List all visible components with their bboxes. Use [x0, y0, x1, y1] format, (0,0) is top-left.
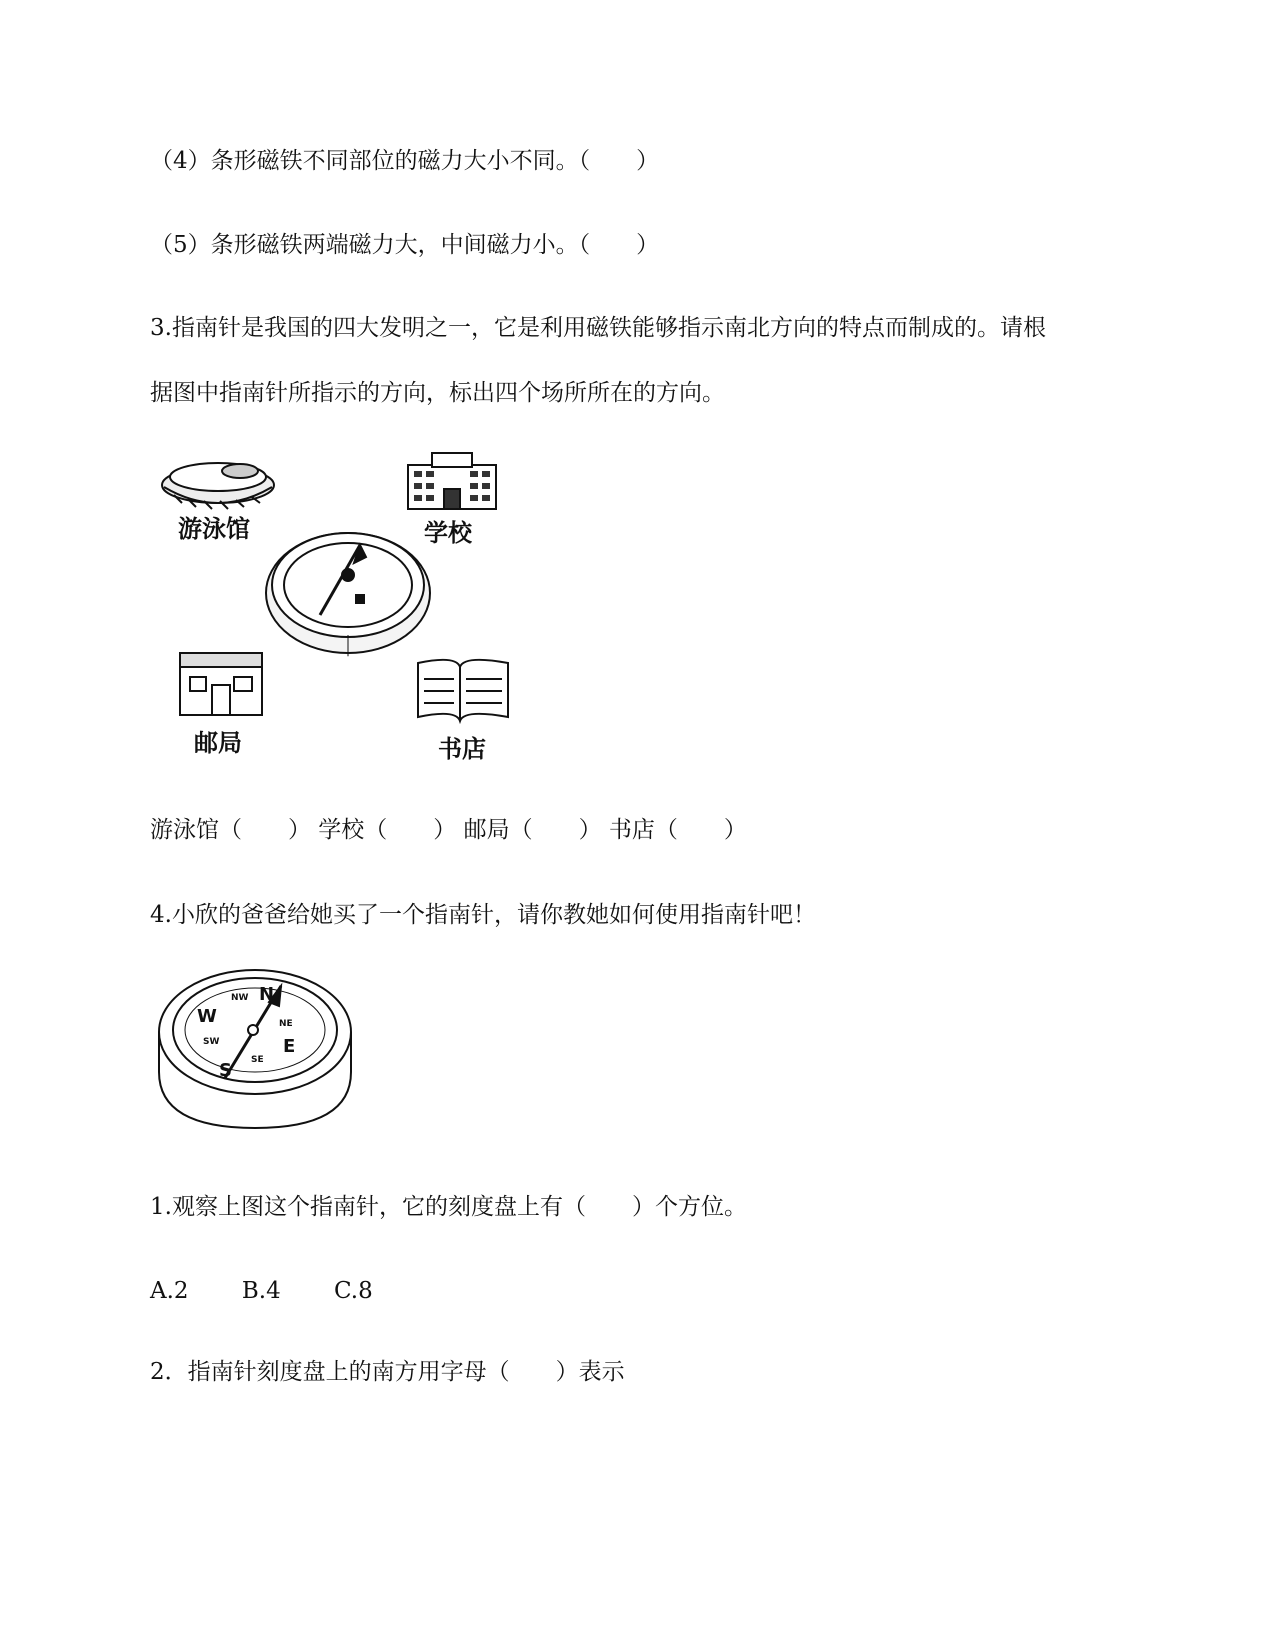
label-bookstore: 书店 — [438, 735, 486, 763]
school-icon — [408, 453, 496, 509]
statement-5: （5）条形磁铁两端磁力大，中间磁力小。（ ） — [150, 232, 660, 258]
compass-icon — [266, 533, 430, 656]
question-4-sub-1: 1.观察上图这个指南针，它的刻度盘上有（ ）个方位。 — [150, 1194, 747, 1220]
label-post-office: 邮局 — [194, 729, 242, 757]
compass-dial-icon — [159, 970, 351, 1128]
compass-letter-ne: NE — [279, 1019, 293, 1029]
compass-letter-se: SE — [251, 1055, 264, 1065]
places-compass-figure — [160, 445, 540, 785]
statement-4: （4）条形磁铁不同部位的磁力大小不同。（ ） — [150, 148, 660, 174]
label-swimming-pool: 游泳馆 — [178, 515, 250, 543]
question-4-prompt: 4.小欣的爸爸给她买了一个指南针，请你教她如何使用指南针吧！ — [150, 902, 816, 928]
question-4-options: A.2 B.4 C.8 — [150, 1278, 373, 1304]
post-office-icon — [180, 653, 262, 715]
compass-letter-sw: SW — [203, 1037, 220, 1047]
compass-letter-w: W — [197, 1006, 217, 1027]
swimming-pool-icon — [162, 463, 274, 509]
compass-dial-figure — [155, 960, 355, 1135]
question-3-answer-line: 游泳馆（ ） 学校（ ） 邮局（ ） 书店（ ） — [150, 817, 747, 843]
compass-letter-nw: NW — [231, 993, 249, 1003]
bookstore-icon — [418, 660, 508, 721]
compass-letter-n: N — [259, 984, 275, 1005]
compass-letter-e: E — [283, 1036, 296, 1057]
question-4-sub-2: 2．指南针刻度盘上的南方用字母（ ）表示 — [150, 1359, 625, 1385]
question-3-line-2: 据图中指南针所指示的方向，标出四个场所所在的方向。 — [150, 380, 725, 406]
compass-letter-s: S — [219, 1060, 232, 1081]
question-3-line-1: 3.指南针是我国的四大发明之一，它是利用磁铁能够指示南北方向的特点而制成的。请根 — [150, 315, 1046, 341]
label-school: 学校 — [424, 519, 472, 547]
